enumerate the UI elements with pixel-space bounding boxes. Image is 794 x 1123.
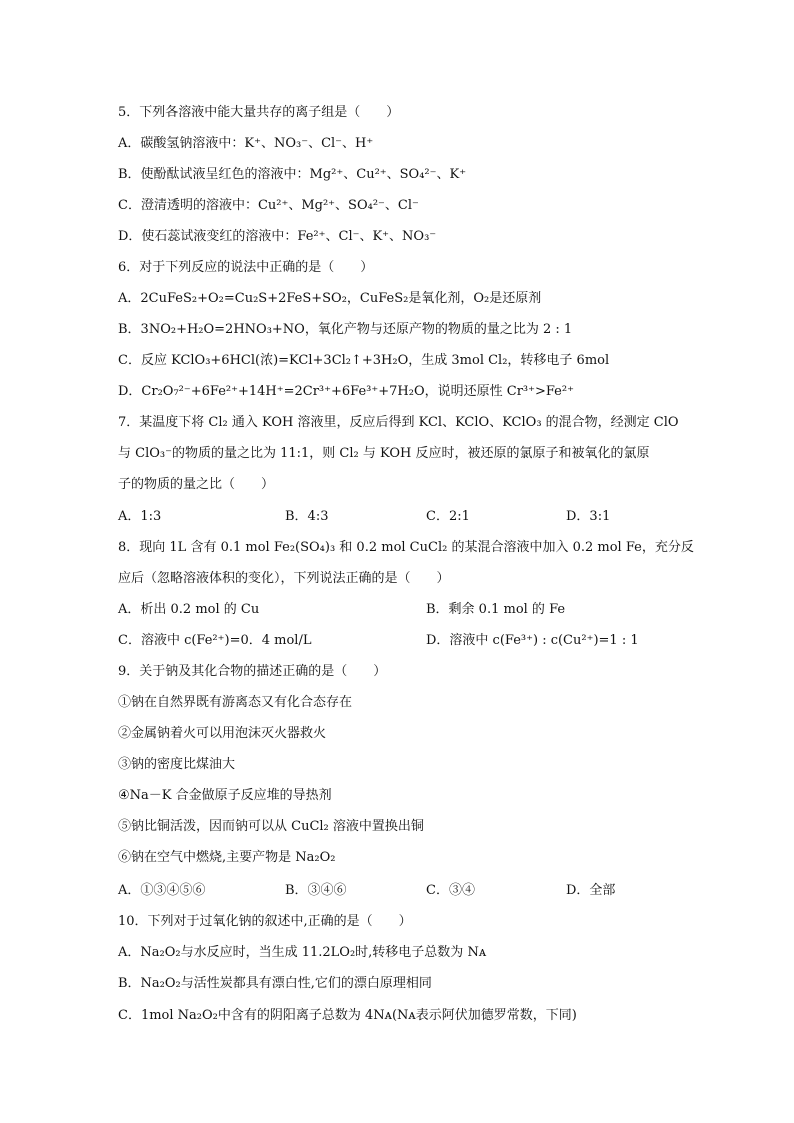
- question-9-statement-4: ④Na－K 合金做原子反应堆的导热剂: [118, 788, 332, 803]
- question-10-option-b: B．Na₂O₂与活性炭都具有漂白性,它们的漂白原理相同: [118, 976, 432, 991]
- question-8-option-a: A．析出 0.2 mol 的 Cu: [118, 602, 260, 617]
- question-9-statement-6: ⑥钠在空气中燃烧,主要产物是 Na₂O₂: [118, 850, 336, 865]
- question-6-option-a: A．2CuFeS₂+O₂=Cu₂S+2FeS+SO₂，CuFeS₂是氧化剂，O₂是还原剂: [118, 291, 542, 306]
- question-5-option-a: A．碳酸氢钠溶液中：K⁺、NO₃⁻、Cl⁻、H⁺: [118, 136, 374, 151]
- question-5-option-d: D．使石蕊试液变红的溶液中：Fe²⁺、Cl⁻、K⁺、NO₃⁻: [118, 229, 437, 244]
- question-7-option-c: C．2:1: [426, 509, 470, 524]
- question-7-option-b: B．4:3: [285, 509, 329, 524]
- question-9-option-b: B．③④⑥: [285, 883, 347, 898]
- question-9-stem: 9．关于钠及其化合物的描述正确的是（ ）: [118, 664, 387, 679]
- question-5-option-b: B．使酚酞试液呈红色的溶液中：Mg²⁺、Cu²⁺、SO₄²⁻、K⁺: [118, 167, 467, 182]
- question-7-option-a: A．1:3: [118, 509, 162, 524]
- question-10-stem: 10．下列对于过氧化钠的叙述中,正确的是（ ）: [118, 914, 412, 929]
- question-6-option-d: D．Cr₂O₇²⁻+6Fe²⁺+14H⁺=2Cr³⁺+6Fe³⁺+7H₂O，说明还原性 Cr³⁺>Fe²⁺: [118, 384, 574, 399]
- question-9-statement-3: ③钠的密度比煤油大: [118, 757, 236, 772]
- question-6-option-c: C．反应 KClO₃+6HCl(浓)=KCl+3Cl₂↑+3H₂O，生成 3mol Cl₂，转移电子 6mol: [118, 353, 610, 368]
- question-7-stem-line-1: 7．某温度下将 Cl₂ 通入 KOH 溶液里，反应后得到 KCl、KClO、KClO₃ 的混合物，经测定 ClO: [118, 415, 679, 430]
- question-5-option-c: C．澄清透明的溶液中：Cu²⁺、Mg²⁺、SO₄²⁻、Cl⁻: [118, 198, 419, 213]
- question-9-option-a: A．①③④⑤⑥: [118, 883, 206, 898]
- question-9-option-c: C．③④: [426, 883, 475, 898]
- question-8-stem-line-2: 应后（忽略溶液体积的变化），下列说法正确的是（ ）: [118, 571, 450, 586]
- question-9-statement-5: ⑤钠比铜活泼，因而钠可以从 CuCl₂ 溶液中置换出铜: [118, 819, 424, 834]
- question-5-stem: 5．下列各溶液中能大量共存的离子组是（ ）: [118, 105, 400, 120]
- question-7-stem-line-2: 与 ClO₃⁻的物质的量之比为 11:1，则 Cl₂ 与 KOH 反应时，被还原的氯原子和被氧化的氯原: [118, 446, 650, 461]
- question-7-option-d: D．3:1: [566, 509, 611, 524]
- question-10-option-a: A．Na₂O₂与水反应时，当生成 11.2LO₂时,转移电子总数为 Nᴀ: [118, 945, 487, 960]
- question-9-statement-2: ②金属钠着火可以用泡沫灭火器救火: [118, 726, 327, 741]
- question-9-statement-1: ①钠在自然界既有游离态又有化合态存在: [118, 695, 353, 710]
- question-9-option-d: D．全部: [566, 883, 616, 898]
- question-6-stem: 6．对于下列反应的说法中正确的是（ ）: [118, 260, 374, 275]
- question-8-option-d: D．溶液中 c(Fe³⁺) : c(Cu²⁺)=1 : 1: [426, 633, 639, 648]
- question-8-option-b: B．剩余 0.1 mol 的 Fe: [426, 602, 566, 617]
- question-7-stem-line-3: 子的物质的量之比（ ）: [118, 477, 275, 492]
- question-6-option-b: B．3NO₂+H₂O=2HNO₃+NO，氧化产物与还原产物的物质的量之比为 2 : 1: [118, 322, 573, 337]
- question-10-option-c: C．1mol Na₂O₂中含有的阴阳离子总数为 4Nᴀ(Nᴀ表示阿伏加德罗常数，下同): [118, 1008, 577, 1023]
- question-8-stem-line-1: 8．现向 1L 含有 0.1 mol Fe₂(SO₄)₃ 和 0.2 mol CuCl₂ 的某混合溶液中加入 0.2 mol Fe，充分反: [118, 540, 694, 555]
- question-8-option-c: C．溶液中 c(Fe²⁺)=0．4 mol/L: [118, 633, 312, 648]
